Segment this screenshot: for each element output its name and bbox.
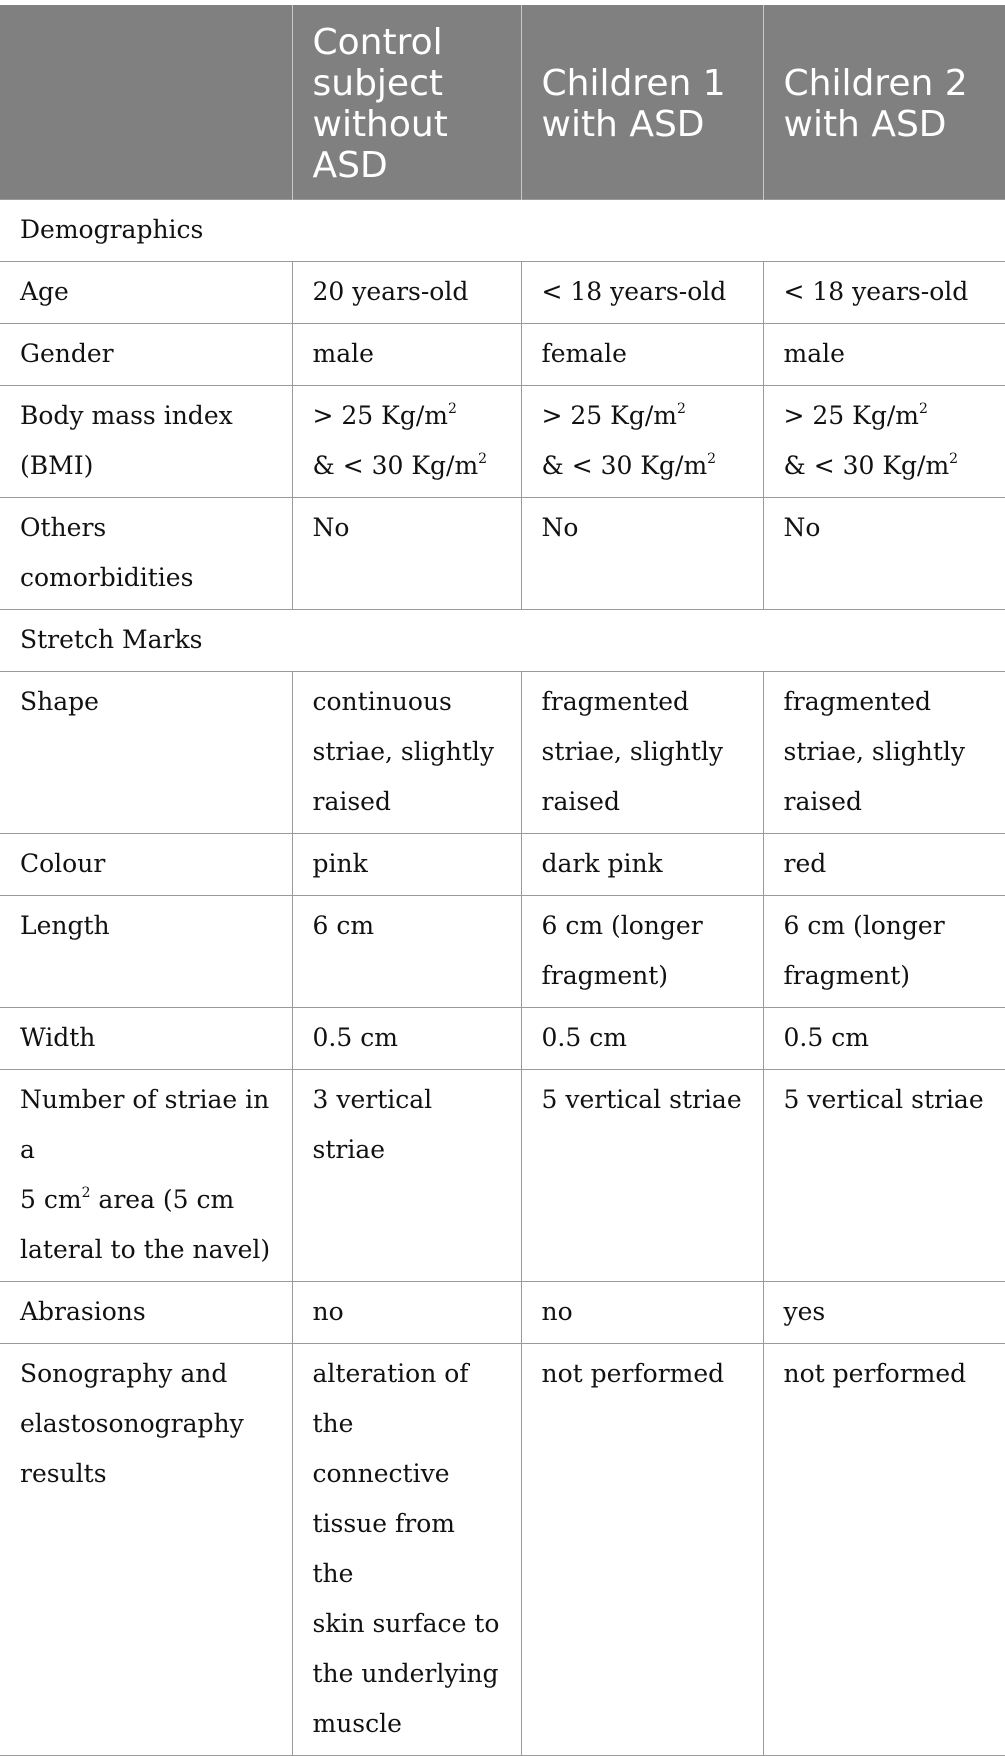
table-cell: [763, 896, 1005, 1008]
cell-line: fragmented: [541, 687, 690, 716]
label-line: elastosonography: [20, 1409, 244, 1438]
header-control-subject: Control subject without ASD: [292, 5, 521, 200]
row-label: Others comorbidities: [0, 498, 292, 610]
cell-line: the underlying: [312, 1659, 499, 1688]
cell-line: & < 30 $Kg/m^2$: [541, 450, 717, 480]
cell-line: fragmented: [783, 687, 932, 716]
table-cell: dark pink: [521, 834, 763, 896]
table-cell: No: [521, 498, 763, 610]
label-line: lateral to the navel): [20, 1235, 271, 1264]
table-row-length: [0, 896, 1005, 1008]
cell-line: & < 30 $Kg/m^2$: [783, 450, 959, 480]
table-row-comorbidities: [0, 498, 1005, 610]
label-line: Sonography and: [20, 1359, 228, 1388]
table-cell: male: [763, 324, 1005, 386]
label-line: (BMI): [20, 451, 94, 480]
table-cell: 0.5 cm: [521, 1008, 763, 1070]
label-line: Number of striae in a: [20, 1085, 270, 1164]
table-row-bmi: [0, 386, 1005, 498]
row-label: Width: [0, 1008, 292, 1070]
table-cell: < 18 years-old: [763, 262, 1005, 324]
row-label: [0, 1344, 292, 1756]
table-row-width: [0, 1008, 1005, 1070]
table-row-age: [0, 262, 1005, 324]
cell-line: fragment): [541, 961, 669, 990]
header-children-1: Children 1 with ASD: [521, 5, 763, 200]
table-cell: 3 vertical striae: [292, 1070, 521, 1282]
cell-line: skin surface to: [312, 1609, 500, 1638]
table-cell: not performed: [763, 1344, 1005, 1756]
table-cell: No: [763, 498, 1005, 610]
cell-line: connective: [312, 1459, 450, 1488]
table-cell: 5 vertical striae: [521, 1070, 763, 1282]
row-label: Abrasions: [0, 1282, 292, 1344]
cell-line: continuous: [312, 687, 452, 716]
label-line: 5 $cm^2$ area (5 cm: [20, 1184, 235, 1214]
table-cell: [763, 672, 1005, 834]
cell-line: fragment): [783, 961, 911, 990]
table-cell: female: [521, 324, 763, 386]
table-row-shape: [0, 672, 1005, 834]
row-label: Age: [0, 262, 292, 324]
header-children-2: Children 2 with ASD: [763, 5, 1005, 200]
table-cell: < 18 years-old: [521, 262, 763, 324]
cell-line: raised: [312, 787, 391, 816]
table-row-gender: [0, 324, 1005, 386]
table-cell: not performed: [521, 1344, 763, 1756]
row-label: [0, 1070, 292, 1282]
table-cell: [292, 386, 521, 498]
table-cell: 0.5 cm: [763, 1008, 1005, 1070]
cell-line: 6 cm (longer: [783, 911, 945, 940]
cell-line: muscle: [312, 1709, 402, 1738]
table-cell: [521, 386, 763, 498]
table-cell: pink: [292, 834, 521, 896]
table-cell: No: [292, 498, 521, 610]
table-cell: no: [521, 1282, 763, 1344]
label-line: results: [20, 1459, 107, 1488]
table-cell: [521, 896, 763, 1008]
table-cell: [521, 672, 763, 834]
cell-line: striae, slightly: [783, 737, 966, 766]
cell-line: > 25 $Kg/m^2$: [783, 400, 928, 430]
row-label: [0, 386, 292, 498]
table-cell: [292, 1344, 521, 1756]
table-cell: yes: [763, 1282, 1005, 1344]
table-cell: red: [763, 834, 1005, 896]
table-cell: 20 years-old: [292, 262, 521, 324]
comparison-table: [0, 5, 1005, 1756]
row-label: Shape: [0, 672, 292, 834]
row-label: Colour: [0, 834, 292, 896]
row-label: Gender: [0, 324, 292, 386]
table-row-abrasions: [0, 1282, 1005, 1344]
section-row-demographics: [0, 200, 1005, 262]
cell-line: striae, slightly: [312, 737, 495, 766]
cell-line: raised: [541, 787, 620, 816]
cell-line: > 25 $Kg/m^2$: [312, 400, 457, 430]
table-cell: male: [292, 324, 521, 386]
row-label: Length: [0, 896, 292, 1008]
table-row-colour: [0, 834, 1005, 896]
table-cell: 6 cm: [292, 896, 521, 1008]
section-row-stretch-marks: [0, 610, 1005, 672]
cell-line: > 25 $Kg/m^2$: [541, 400, 686, 430]
table-row-number-of-striae: [0, 1070, 1005, 1282]
cell-line: striae, slightly: [541, 737, 724, 766]
table-row-sonography: [0, 1344, 1005, 1756]
header-empty-cell: [0, 5, 292, 200]
section-label: Stretch Marks: [0, 610, 1005, 672]
cell-line: 6 cm (longer: [541, 911, 703, 940]
table-cell: [292, 672, 521, 834]
table-cell: no: [292, 1282, 521, 1344]
section-label: Demographics: [0, 200, 1005, 262]
table-cell: 0.5 cm: [292, 1008, 521, 1070]
cell-line: & < 30 $Kg/m^2$: [312, 450, 488, 480]
cell-line: tissue from the: [312, 1509, 456, 1588]
cell-line: raised: [783, 787, 862, 816]
label-line: Body mass index: [20, 401, 233, 430]
table-header-row: [0, 5, 1005, 200]
table-cell: [763, 386, 1005, 498]
cell-line: alteration of the: [312, 1359, 469, 1438]
table-cell: 5 vertical striae: [763, 1070, 1005, 1282]
